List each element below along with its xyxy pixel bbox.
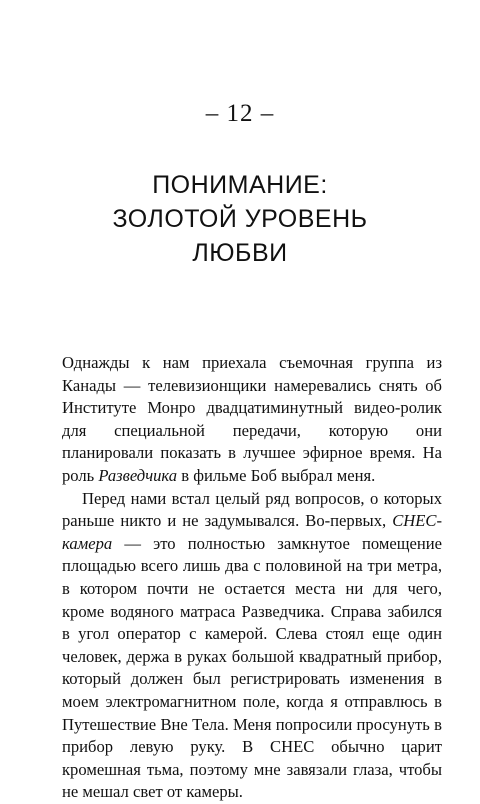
chapter-body-text xyxy=(62,352,442,804)
chapter-number: – 12 – xyxy=(205,100,275,127)
chapter-title xyxy=(0,168,480,270)
chapter-title-line: ЛЮБВИ xyxy=(192,239,288,267)
text-run: — это полностью замкнутое помещение площадью всего лишь два с половиной на три метра, в котором почти не остается места ни для чего, кроме водяного матраса Разведчика. Справа забился в угол оператор с камерой. Слева стоял еще один человек, держа в руках большой квадратный прибор, который должен был регистрировать изменения в моем электромагнитном поле, когда я отправлюсь в Путешествие Вне Тела. Меня попросили просунуть в прибор левую руку. В СНЕС обычно царит кромешная тьма, поэтому мне завязали глаза, чтобы не мешал свет от камеры. xyxy=(62,533,442,802)
text-run: Однажды к нам приехала съемочная группа из Канады — телевизионщики намеревались снять об Институте Монро двадцатиминутный видео-ролик для специальной передачи, которую они планировали показать в лучшее эфирное время. На роль xyxy=(62,353,442,485)
paragraph xyxy=(62,352,442,488)
chapter-title-line: ПОНИМАНИЕ: xyxy=(152,171,328,199)
italic-text-run: Разведчика xyxy=(98,465,178,485)
italic-text-run: СНЕС-камера xyxy=(62,511,442,553)
paragraph xyxy=(62,488,442,804)
chapter-title-line: ЗОЛОТОЙ УРОВЕНЬ xyxy=(112,205,368,233)
text-run: Перед нами встал целый ряд вопросов, о которых раньше никто и не задумывался. Во-первых, xyxy=(62,488,442,531)
text-run: в фильме Боб выбрал меня. xyxy=(177,465,376,485)
